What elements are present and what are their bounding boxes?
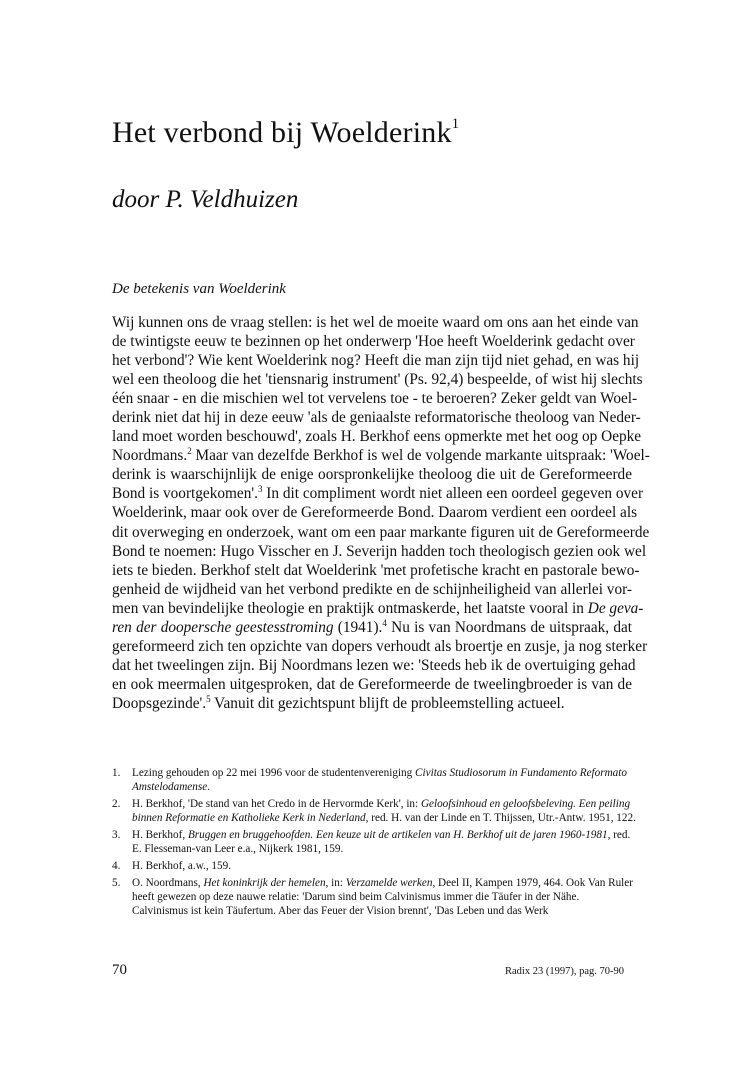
footnote-fragment: H. Berkhof, 'De stand van het Credo in de Hervormde Kerk', in: <box>132 798 421 810</box>
footnote-text <box>132 797 637 825</box>
body-line: de twintigste eeuw te bezinnen op het onderwerp 'Hoe heeft Woelderink gedacht over <box>112 333 635 351</box>
body-fragment: (1941). <box>337 618 383 636</box>
footnote-item <box>112 859 637 873</box>
section-heading: De betekenis van Woelderink <box>112 281 286 297</box>
footnote-fragment-italic: Bruggen en bruggehoofden. Een keuze uit de artikelen van H. Berkhof uit de jaren 1960-1981, <box>187 829 611 841</box>
footnote-text <box>132 859 637 873</box>
book-title-fragment: ren der doopersche geestesstroming <box>112 618 334 636</box>
footnote-fragment: red. E. Flesseman-van Leer e.a., Nijkerk 1981, 159. <box>132 829 631 856</box>
footnote-text <box>132 828 637 856</box>
footnote-fragment: . <box>207 781 210 794</box>
footnote-fragment-italic: Verzamelde werken, <box>345 876 436 889</box>
article-title <box>112 116 459 150</box>
body-paragraph <box>112 313 650 713</box>
footnote-fragment: Deel II, Kampen 1979, 464. Ook Van Ruler heeft gewezen op deze nauwe relatie: 'Darum sind beim Calvinismus immer die Täufer in der Nähe. Calvinismus ist kein Täufertum. Aber das Feuer der Vision brennt', 'Das Leben und das Werk <box>132 876 633 918</box>
body-line: Woelderink, maar ook over de Gereformeerde Bond. Daarom verdient een oordeel als <box>112 504 638 522</box>
body-line: dat het tweelingen zijn. Bij Noordmans lezen we: 'Steeds heb ik de overtuiging gehad <box>112 656 636 674</box>
footnote-number: 1. <box>112 767 121 779</box>
footnote-marker-5[interactable]: 5 <box>206 693 211 704</box>
body-line: één snaar - en die mischien wel tot vervelens toe - te beroeren? Zeker geldt van Woel- <box>112 390 638 408</box>
footnote-fragment-italic: Het koninkrijk der hemelen, <box>203 876 329 889</box>
body-line: en ook meermalen uitgesproken, dat de Gereformeerde de tweelingbroeder is van de <box>112 675 632 693</box>
body-line <box>112 446 650 465</box>
body-fragment: Nu is van Noordmans de uitspraak, dat <box>391 618 633 636</box>
body-line <box>112 618 632 637</box>
body-line: land moet worden beschouwd', zoals H. Berkhof eens opmerkte met het oog op Oepke <box>112 428 642 446</box>
footnote-number: 4. <box>112 860 121 872</box>
body-line: wel een theoloog die het 'tiensnarig instrument' (Ps. 92,4) bespeelde, of wist hij slechts <box>112 371 643 389</box>
body-fragment: Bond is voortgekomen'. <box>112 485 258 503</box>
footnote-item <box>112 876 637 919</box>
footnote-fragment: O. Noordmans, <box>132 876 204 889</box>
book-title-fragment: De geva- <box>587 599 644 617</box>
footnote-marker-3[interactable]: 3 <box>257 484 263 495</box>
body-line: iets te bieden. Berkhof stelt dat Woelderink 'met profetische kracht en pastorale bewo- <box>112 561 640 579</box>
footnote-marker-4[interactable]: 4 <box>382 617 387 628</box>
body-line <box>112 484 644 503</box>
body-fragment: Vanuit dit gezichtspunt blijft de probleemstelling actueel. <box>214 694 565 712</box>
footnote-number: 2. <box>112 798 121 810</box>
footnote-fragment: Lezing gehouden op 22 mei 1996 voor de studentenvereniging <box>132 767 416 779</box>
footnote-fragment-italic: Geloofsinhoud en geloofsbeleving. Een peiling binnen Reformatie en Katholieke Kerk in Nederland, <box>132 798 631 825</box>
body-fragment: Maar van dezelfde Berkhof is wel de volgende markante uitspraak: 'Woel- <box>195 447 650 465</box>
body-line: het verbond'? Wie kent Woelderink nog? Heeft die man zijn tijd niet gehad, en was hij <box>112 352 640 370</box>
body-fragment: Noordmans. <box>112 447 188 465</box>
footnote-fragment: H. Berkhof, <box>132 829 188 841</box>
body-fragment: men van bevindelijke theologie en praktijk ontmaskerde, het laatste vooral in <box>112 599 584 617</box>
footnote-item <box>112 766 637 794</box>
body-line: dit overweging en onderzoek, want om een paar markante figuren uit de Gereformeerde <box>112 523 650 541</box>
body-line: Bond te noemen: Hugo Visscher en J. Severijn hadden toch theologisch gezien ook wel <box>112 542 647 560</box>
footnotes-list <box>112 766 637 921</box>
body-line <box>112 694 632 713</box>
body-line <box>112 599 644 618</box>
body-line: derink is waarschijnlijk de enige oorspronkelijke theoloog die uit de Gereformeerde <box>112 466 632 484</box>
footnote-number: 5. <box>112 876 121 889</box>
footnote-number: 3. <box>112 829 121 841</box>
footnote-fragment: H. Berkhof, a.w., 159. <box>132 860 232 872</box>
footnote-text <box>132 766 637 794</box>
footnote-text <box>132 876 637 919</box>
journal-reference: Radix 23 (1997), pag. 70-90 <box>505 966 624 977</box>
footnote-item <box>112 828 637 856</box>
footnote-marker-2[interactable]: 2 <box>187 446 192 457</box>
body-line: genheid de wijdheid van het verbond predikte en de schijnheiligheid van allerlei vor- <box>112 580 632 598</box>
body-line: Wij kunnen ons de vraag stellen: is het wel de moeite waard om ons aan het einde van <box>112 314 639 331</box>
body-line: gereformeerd zich ten opzichte van dopers verhoudt als broertje en zusje, ja nog sterker <box>112 637 648 655</box>
body-line: derink niet dat hij in deze eeuw 'als de geniaalste reformatorische theoloog van Neder- <box>112 409 641 427</box>
author-byline: door P. Veldhuizen <box>112 186 299 213</box>
footnote-fragment: in: <box>328 876 346 889</box>
footnote-fragment: red. H. van der Linde en T. Thijssen, Utr.-Antw. 1951, 122. <box>368 812 636 825</box>
body-fragment: Doopsgezinde'. <box>112 694 207 712</box>
page-number: 70 <box>112 962 127 978</box>
title-footnote-marker[interactable]: 1 <box>451 116 460 132</box>
footnote-fragment-italic: Civitas Studiosorum in Fundamento Reformato Amstelodamense <box>132 767 627 794</box>
body-fragment: In dit compliment wordt niet alleen een oordeel gegeven over <box>266 485 644 503</box>
article-title-text: Het verbond bij Woelderink <box>112 116 452 149</box>
footnote-item <box>112 797 637 825</box>
